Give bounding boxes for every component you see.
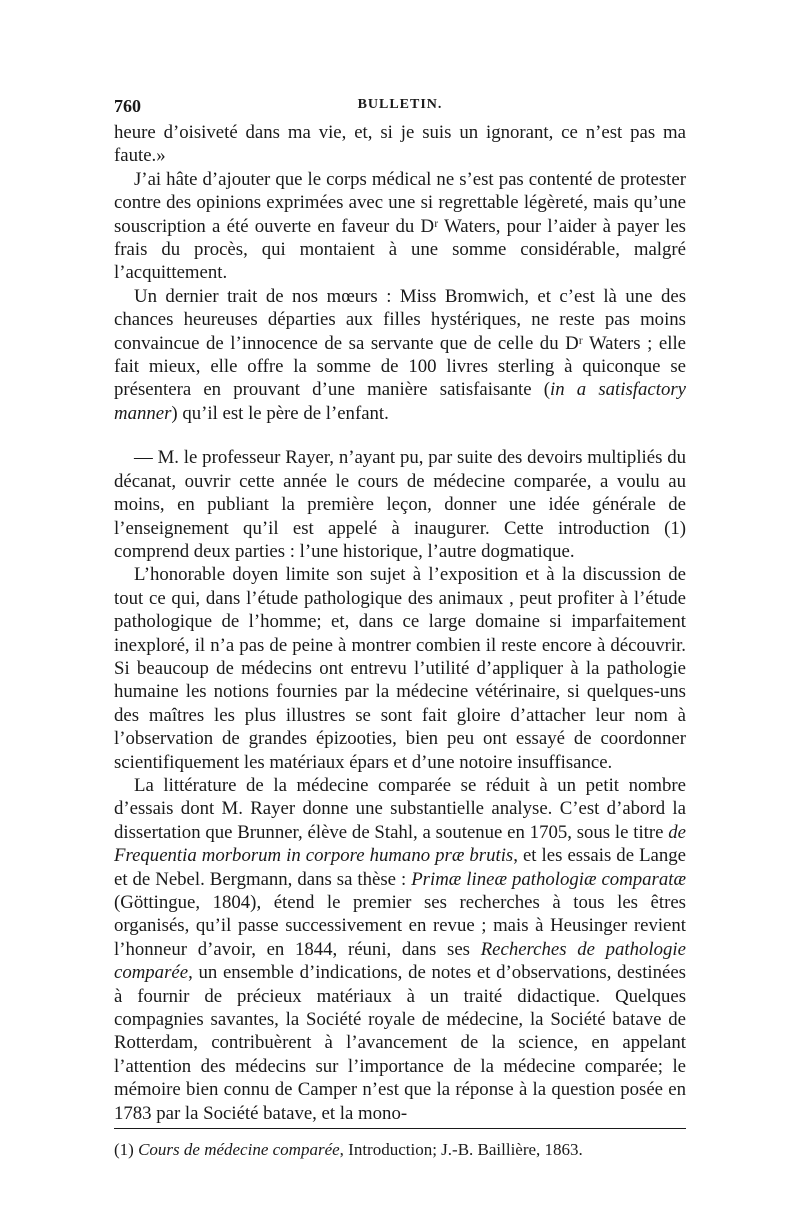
paragraph-text: ) qu’il est le père de l’enfant. xyxy=(171,402,389,424)
paragraph-text: , et les essais de Lange et de Nebel. Bergmann, dans sa thèse : xyxy=(114,845,686,890)
page-header xyxy=(114,96,686,120)
page-number: 760 xyxy=(114,96,141,116)
footnote-rule xyxy=(114,1128,686,1129)
footnote-rest: , Introduction; J.-B. Baillière, 1863. xyxy=(339,1140,583,1159)
paragraph-text: La littérature de la médecine comparée se réduit à un petit nombre d’essais dont M. Rayer donne une substantielle analyse. C’est d’abord la dissertation que Brunner, élève de Stahl, a soutenue en 1705, sous le titre xyxy=(114,774,686,843)
paragraph xyxy=(114,563,686,774)
footnote xyxy=(114,1139,686,1161)
paragraph-text: heure d’oisiveté dans ma vie, et, si je suis un ignorant, ce n’est pas ma faute.» xyxy=(114,122,686,167)
italic-text: Recherches de pathologie comparée xyxy=(114,938,686,984)
paragraph xyxy=(114,446,686,563)
footnote-marker: (1) xyxy=(114,1140,139,1159)
paragraph xyxy=(114,168,686,285)
paragraph-text: J’ai hâte d’ajouter que le corps médical ne s’est pas contenté de protester contre des opinions exprimées avec une si regrettable légèreté, mais qu’une souscription a été ouverte en faveur du Dʳ Waters, pour l’aider à payer les frais du procès, qui montaient à une somme considérable, malgré l’acquittement. xyxy=(114,168,686,284)
paragraph xyxy=(114,121,686,168)
paragraph xyxy=(114,774,686,1125)
body-text xyxy=(114,121,686,1125)
italic-text: Primæ lineæ pathologiæ comparatæ xyxy=(411,868,686,890)
italic-text: in a satisfactory manner xyxy=(114,379,686,424)
footnote-title: Cours de médecine comparée xyxy=(138,1140,340,1159)
italic-text: de Frequentia morborum in corpore humano præ brutis xyxy=(114,821,686,867)
running-title: BULLETIN. xyxy=(357,97,443,112)
paragraph-text: (Göttingue, 1804), étend le premier ses recherches à tous les êtres organisés, qu’il passe successivement en revue ; mais à Heusinger revient l’honneur d’avoir, en 1844, réuni, dans ses xyxy=(114,892,686,960)
paragraph xyxy=(114,285,686,425)
paragraph-text: — M. le professeur Rayer, n’ayant pu, par suite des devoirs multipliés du décanat, ouvrir cette année le cours de médecine comparée, a voulu au moins, en publiant la première leçon, donner une idée générale de l’enseignement qu’il est appelé à inaugurer. Cette introduction (1) comprend deux parties : l’une historique, l’autre dogmatique. xyxy=(114,447,686,562)
paragraph-text: Un dernier trait de nos mœurs : Miss Bromwich, et c’est là une des chances heureuses départies aux filles hystériques, ne reste pas moins convaincue de l’innocence de sa servante que de celle du Dʳ Waters ; elle fait mieux, elle offre la somme de 100 livres sterling à quiconque se présentera en prouvant d’une manière satisfaisante ( xyxy=(114,285,686,401)
paragraph-text: L’honorable doyen limite son sujet à l’exposition et à la discussion de tout ce qui, dans l’étude pathologique des animaux , peut profiter à l’étude pathologique de l’homme; et, dans ce large domaine si imparfaitement inexploré, il n’a pas de peine à montrer combien il reste encore à découvrir. Si beaucoup de médecins ont entrevu l’utilité d’appliquer à la pathologie humaine les notions fournies par la médecine vétérinaire, si quelques-uns des maîtres les plus illustres se sont fait gloire d’attacher leur nom à l’observation de grandes épizooties, bien peu ont essayé de coordonner scientifiquement les matériaux épars et d’une notoire insuffisance. xyxy=(114,564,686,773)
paragraph-text: , un ensemble d’indications, de notes et d’observations, destinées à fournir de précieux matériaux à un traité didactique. Quelques compagnies savantes, la Société royale de médecine, la Société batave de Rotterdam, contribuèrent à l’avancement de la science, en appelant l’attention des médecins sur l’importance de la médecine comparée; le mémoire bien connu de Camper n’est que la réponse à la question posée en 1783 par la Société batave, et la mono- xyxy=(114,962,686,1124)
